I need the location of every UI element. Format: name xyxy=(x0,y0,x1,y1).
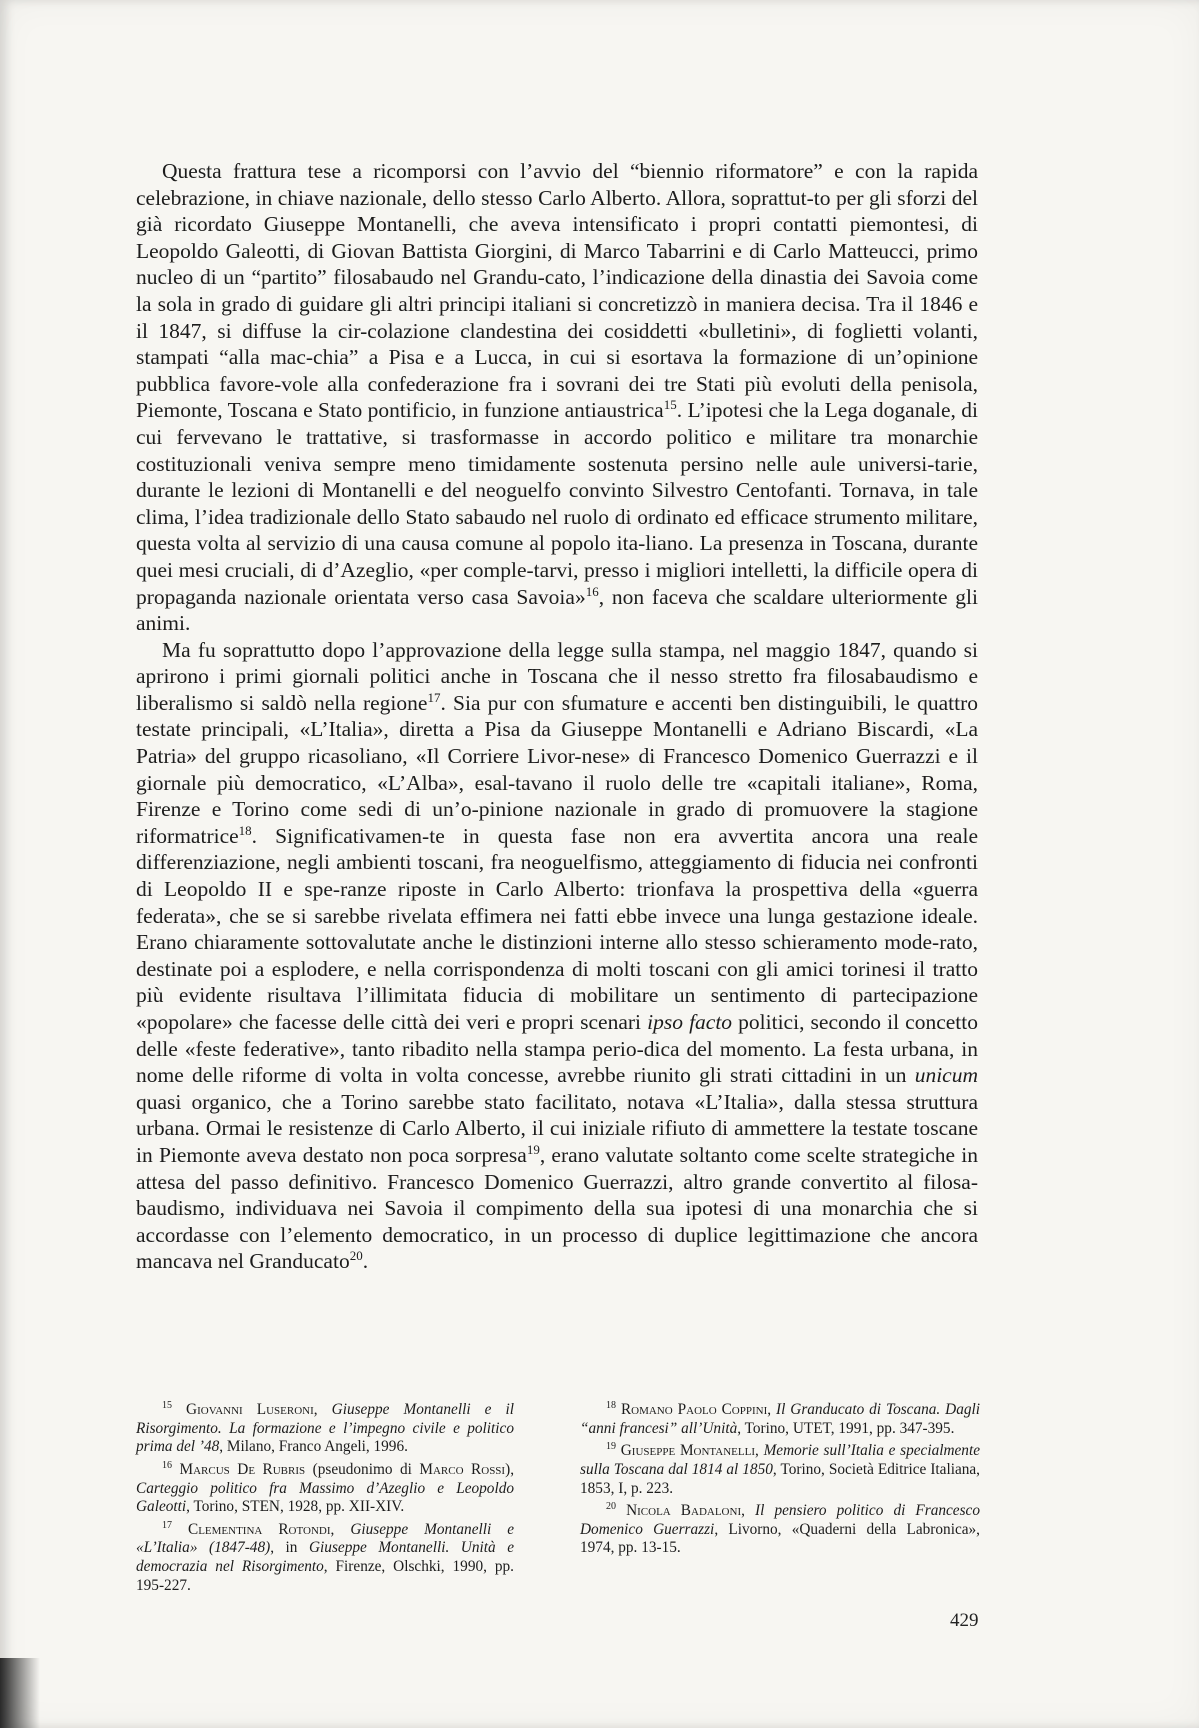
footnote-ref: 20 xyxy=(349,1248,363,1264)
text-run: , xyxy=(330,1520,351,1538)
footnote-number: 16 xyxy=(162,1459,172,1471)
footnote-number: 15 xyxy=(162,1400,172,1411)
text-run: , non faceva che scaldare ulteriormente gli animi. xyxy=(136,584,978,636)
text-run: , Torino, Società Editrice Italiana, 1853, I, p. 223. xyxy=(580,1460,980,1497)
author-name: Giuseppe Montanelli xyxy=(620,1442,755,1460)
footnote-ref: 19 xyxy=(526,1141,540,1157)
footnote xyxy=(136,1397,514,1457)
text-run: . Sia pur con sfumature e accenti ben distinguibili, le quattro testate principali, «L’Italia», diretta a Pisa da Giuseppe Montanelli e Adriano Biscardi, «La Patria» del gruppo ricasoliano, «Il Corriere Livor-nese» di Francesco Domenico Guerrazzi e il giornale più democratico, «L’Alba», esal-tavano il ruolo delle tre «capitali italiane», Roma, Firenze e Torino come sedi di un’o-pinione nazionale in grado di promuovere la stagione riformatrice xyxy=(136,690,978,848)
text-run: . Significativamen-te in questa fase non era avvertita ancora una reale differenziazione, negli ambienti toscani, fra neoguelfismo, atteggiamento di fiducia nei confronti di Leopoldo II e spe-ranze riposte in Carlo Alberto: trionfava la prospettiva della «guerra federata», che se si sarebbe rivelata effimera nei fatti ebbe invece una lunga gestazione ideale. Erano chiaramente sottovalutate anche le distinzioni interne allo stesso schieramento mode-rato, destinate poi a esplodere, e nella corrispondenza di molti toscani con gli amici torinesi il tratto più evidente risultava l’illimitata fiducia di mobilitare un sentimento di partecipazione «popolare» che facesse delle città dei veri e propri scenari xyxy=(136,823,978,1034)
footnote-number: 17 xyxy=(162,1519,172,1531)
footnote-ref: 16 xyxy=(585,583,599,599)
footnote-number: 19 xyxy=(606,1441,616,1453)
italic-run: Il Granducato di Toscana. Dagli “anni francesi” all’Unità xyxy=(580,1401,980,1437)
text-run: , Torino, UTET, 1991, pp. 347-395. xyxy=(737,1419,955,1437)
text-run: quasi organico, che a Torino sarebbe stato facilitato, notava «L’Italia», dalla stessa struttura urbana. Ormai le resistenze di Carlo Alberto, il cui iniziale rifiuto di ammettere la testate toscane in Piemonte aveva destato non poca sorpresa xyxy=(136,1089,978,1167)
text-run: . xyxy=(362,1249,369,1274)
italic-run: Memorie sull’Italia e specialmente sulla Toscana dal 1814 al 1850 xyxy=(580,1442,980,1478)
text-run: . L’ipotesi che la Lega doganale, di cui fervevano le trattative, si trasformasse in accordo politico e militare tra monarchie costituzionali veniva sempre meno timidamente sostenuta persino nelle aule universi-tarie, durante le lezioni di Montanelli e del neoguelfo convinto Silvestro Centofanti. Tornava, in tale clima, l’idea tradizionale dello Stato sabaudo nel ruolo di ordinato ed efficace strumento militare, questa volta al servizio di una causa comune al popolo ita-liano. La presenza in Toscana, durante quei mesi cruciali, di d’Azeglio, «per comple-tarvi, presso i migliori intelletti, la difficile opera di propaganda nazionale orientata verso casa Savoia» xyxy=(136,398,978,609)
italic-run: Giuseppe Montanelli e il Risorgimento. La formazione e l’impegno civile e politico prima del ’48 xyxy=(136,1401,514,1456)
text-run: , Milano, Franco Angeli, 1996. xyxy=(219,1438,408,1456)
italic-run: Il pensiero politico di Francesco Domenico Guerrazzi xyxy=(580,1502,980,1538)
italic-run: Giuseppe Montanelli e «L’Italia» (1847-48) xyxy=(136,1520,515,1557)
text-run: (pseudonimo di xyxy=(305,1460,420,1478)
text-run: , xyxy=(313,1401,332,1419)
italic-run: Carteggio politico fra Massimo d’Azeglio e Leopoldo Galeotti xyxy=(136,1479,514,1516)
author-name: Romano Paolo Coppini xyxy=(620,1401,768,1419)
footnote xyxy=(136,1457,514,1517)
author-name: Marco Rossi xyxy=(419,1460,506,1478)
footnotes-right-column xyxy=(580,1397,980,1558)
italic-run: Giuseppe Montanelli. Unità e democrazia nel Risorgimento xyxy=(136,1539,514,1576)
text-run: , xyxy=(754,1442,764,1460)
footnote-number: 20 xyxy=(606,1501,616,1513)
text-run: , Torino, STEN, 1928, pp. XII-XIV. xyxy=(186,1498,405,1516)
paragraph xyxy=(136,158,978,637)
footnote xyxy=(580,1438,980,1498)
main-text xyxy=(136,158,978,1275)
author-name: Clementina Rotondi xyxy=(188,1520,331,1538)
text-run: politici, secondo il concetto delle «feste federative», tanto ribadito nella stampa perio-dica del momento. La festa urbana, in nome delle riforme di volta in volta concesse, avrebbe riunito gli strati cittadini in un xyxy=(136,1010,978,1088)
text-run: , Firenze, Olschki, 1990, pp. 195-227. xyxy=(136,1558,514,1594)
text-run: , xyxy=(767,1401,777,1419)
footnote xyxy=(136,1517,514,1595)
paragraph xyxy=(136,637,978,1275)
text-run: Questa frattura tese a ricomporsi con l’avvio del “biennio riformatore” e con la rapida celebrazione, in chiave nazionale, dello stesso Carlo Alberto. Allora, soprattut-to per gli sforzi del già ricordato Giuseppe Montanelli, che aveva intensificato i propri contatti piemontesi, di Leopoldo Galeotti, di Giovan Battista Giorgini, di Marco Tabarrini e di Carlo Matteucci, primo nucleo di un “partito” filosabaudo nel Grandu-cato, l’indicazione della dinastia dei Savoia come la sola in grado di guidare gli altri principi italiani si concretizzò in maniera decisa. Tra il 1846 e il 1847, si diffuse la cir-colazione clandestina dei cosiddetti «bulletini», di foglietti volanti, stampati “alla mac-chia” a Pisa e a Lucca, in cui si esortava la formazione di un’opinione pubblica favore-vole alla confederazione fra i sovrani dei tre Stati più evoluti della penisola, Piemonte, Toscana e Stato pontificio, in funzione antiaustrica xyxy=(136,159,978,423)
text-run: ), xyxy=(505,1460,515,1478)
footnote xyxy=(580,1498,980,1558)
author-name: Nicola Badaloni xyxy=(626,1502,742,1520)
text-run: , in xyxy=(270,1539,309,1557)
footnote-ref: 17 xyxy=(427,689,441,705)
author-name: Giovanni Luseroni xyxy=(186,1401,314,1419)
text-run: , xyxy=(741,1502,756,1520)
text-run: Ma fu soprattutto dopo l’approvazione della legge sulla stampa, nel maggio 1847, quando si aprirono i primi giornali politici anche in Toscana che il nesso stretto fra filosabaudismo e liberalismo si saldò nella regione xyxy=(136,637,978,715)
text-run: , erano valutate soltanto come scelte strategiche in attesa del passo definitivo. Francesco Domenico Guerrazzi, altro grande convertito al filosa-baudismo, individuava nei Savoia il compimento della sua ipotesi di una monarchia che si accordasse con l’elemento democratico, in un processo di duplice legittimazione che ancora mancava nel Granducato xyxy=(136,1142,978,1274)
text-run: , Livorno, «Quaderni della Labronica», 1974, pp. 13-15. xyxy=(580,1520,980,1557)
page-number: 429 xyxy=(950,1610,979,1631)
footnote-ref: 18 xyxy=(238,822,252,838)
footnote-ref: 15 xyxy=(663,397,677,413)
footnote-number: 18 xyxy=(606,1400,616,1411)
italic-run: ipso facto xyxy=(647,1010,733,1034)
scan-artifact xyxy=(0,1658,40,1728)
footnote xyxy=(580,1397,980,1438)
footnotes-left-column xyxy=(136,1397,514,1595)
author-name: Marcus De Rubris xyxy=(179,1460,306,1478)
italic-run: unicum xyxy=(914,1063,978,1088)
